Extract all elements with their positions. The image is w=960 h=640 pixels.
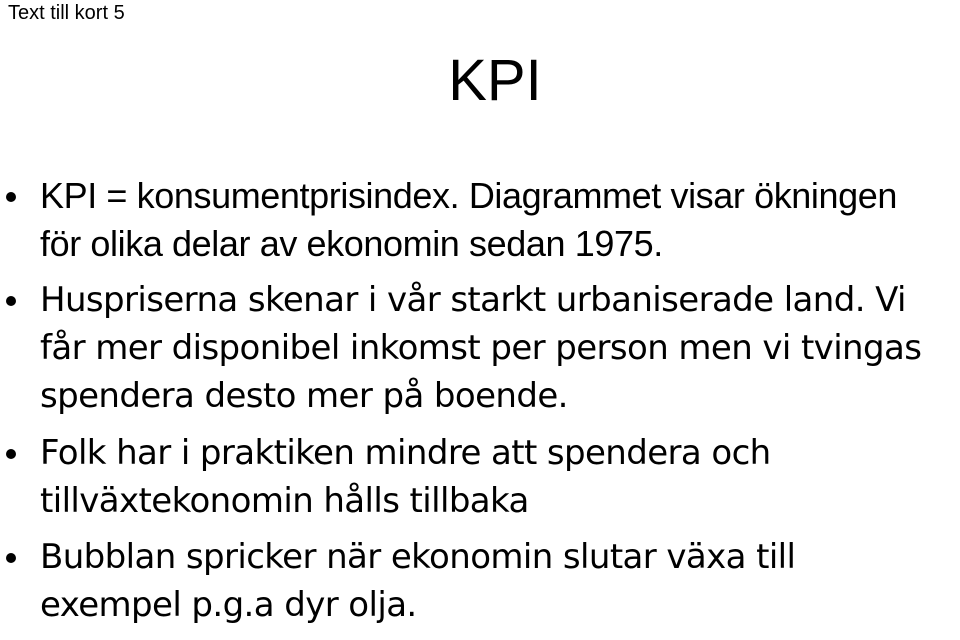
bullet-list [0,172,960,629]
bullet-item [0,533,960,629]
bullet-item [0,172,960,268]
bullet-item [0,429,960,525]
bullet-text: Bubblan spricker när ekonomin slutar växa till exempel p.g.a dyr olja. [40,537,796,625]
bullet-dot-icon [6,192,16,202]
bullet-dot-icon [6,553,16,563]
bullet-text: KPI = konsumentprisindex. Diagrammet visar ökningen för olika delar av ekonomin sedan 1975. [40,175,898,264]
bullet-dot-icon [6,296,16,306]
slide-title: KPI [448,48,542,113]
slide-corner-label: Text till kort 5 [8,2,125,24]
bullet-dot-icon [6,449,16,459]
bullet-text: Folk har i praktiken mindre att spendera och tillväxtekonomin hålls tillbaka [40,433,771,521]
bullet-text: Huspriserna skenar i vår starkt urbaniserade land. Vi får mer disponibel inkomst per person men vi tvingas spendera desto mer på boende. [40,280,922,416]
bullet-item [0,276,960,420]
